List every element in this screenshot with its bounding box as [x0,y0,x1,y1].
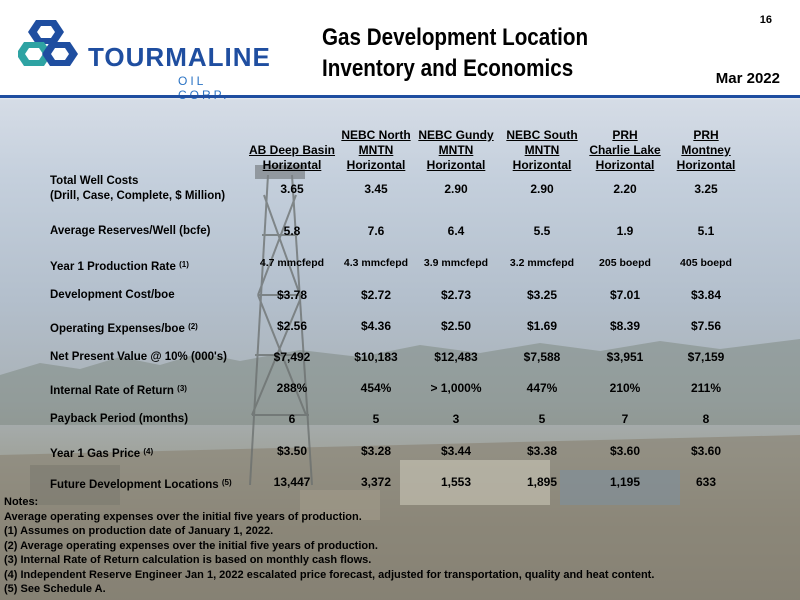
footnote-marker: (1) [179,260,189,269]
row-label [50,257,189,275]
column-header-line: Horizontal [676,158,736,172]
table-cell: 211% [690,381,722,395]
table-cell: 2.90 [530,182,554,196]
table-cell: $1.69 [526,319,558,333]
table-cell: $3.25 [526,288,558,302]
table-cell: 405 boepd [680,257,732,269]
column-header-line: Horizontal [512,158,572,172]
table-cell: 4.3 mmcfepd [343,257,409,269]
row-label-subtext: (Drill, Case, Complete, $ Million) [50,190,226,202]
footnote-marker: (5) [221,478,232,487]
logo-wordmark: TOURMALINE [88,42,271,72]
column-header [331,128,421,173]
notes-line: Notes: [4,496,39,508]
row-label-text: Year 1 Production Rate [50,261,176,273]
row-label-text: Average Reserves/Well (bcfe) [50,225,211,237]
table-cell: 210% [609,381,641,395]
table-cell: $3,951 [606,350,644,364]
table-cell: 2.90 [444,182,468,196]
table-cell: 8 [702,412,710,426]
column-header-line: AB Deep Basin [248,143,336,157]
table-cell: 3.2 mmcfepd [509,257,575,269]
table-cell: 3.45 [364,182,388,196]
row-label-text: Operating Expenses/boe [50,323,185,335]
table-cell: $2.73 [440,288,472,302]
column-header-line: MNTN [358,143,394,157]
column-header-line: Charlie Lake [589,143,661,157]
table-cell: 7 [621,412,629,426]
row-label [50,174,225,204]
table-cell: $3.44 [440,444,472,458]
column-header-line: NEBC South [506,128,578,142]
row-label-text: Total Well Costs [50,175,139,187]
table-cell: 5 [538,412,546,426]
footnote-marker: (3) [177,384,187,393]
table-cell: 5.8 [283,224,301,238]
notes-line: (1) Assumes on production date of January 1, 2022. [4,525,274,537]
table-cell: 6 [288,412,296,426]
table-cell: $3.84 [690,288,722,302]
row-label [50,444,153,462]
table-cell: 3.65 [280,182,304,196]
table-cell: 5 [372,412,380,426]
row-label-text: Year 1 Gas Price [50,448,141,460]
column-header-line: Montney [681,143,731,157]
table-cell: 3.9 mmcfepd [423,257,489,269]
row-label-text: Internal Rate of Return [50,385,174,397]
row-label [50,350,227,365]
table-cell: $7,492 [273,350,311,364]
row-label [50,224,210,239]
table-cell: $8.39 [609,319,641,333]
column-header-line: MNTN [524,143,560,157]
row-label-text: Payback Period (months) [50,413,189,425]
column-header-line: Horizontal [595,158,655,172]
company-logo [18,14,271,88]
column-header [497,128,587,173]
table-cell: $7.56 [690,319,722,333]
title-line-1: Gas Development Location [322,24,589,51]
table-cell: 1.9 [616,224,634,238]
table-cell: 288% [276,381,308,395]
row-label [50,319,198,337]
row-label [50,412,188,427]
notes-line: (5) See Schedule A. [4,583,106,595]
table-cell: $2.50 [440,319,472,333]
header-divider [0,95,800,98]
column-header-line: Horizontal [262,158,322,172]
table-cell: 1,195 [609,475,641,489]
page-number: 16 [759,14,772,26]
row-label-text: Net Present Value @ 10% (000's) [50,351,227,363]
page-title [322,22,588,84]
table-cell: $2.56 [276,319,308,333]
table-cell: $7,588 [523,350,561,364]
table-cell: 7.6 [367,224,385,238]
logo-subtitle: OIL [178,74,206,88]
column-header [580,128,670,173]
column-header [247,143,337,173]
table-cell: $3.28 [360,444,392,458]
table-cell: 3.25 [694,182,718,196]
column-header [411,128,501,173]
table-cell: $3.60 [690,444,722,458]
notes-section [4,495,654,597]
table-cell: 633 [695,475,717,489]
notes-line: Average operating expenses over the initial five years of production. [4,510,362,523]
row-label-text: Development Cost/boe [50,289,175,301]
column-header [661,128,751,173]
title-line-2: Inventory and Economics [322,55,574,82]
table-cell: 454% [360,381,392,395]
notes-line: (4) Independent Reserve Engineer Jan 1, 2022 escalated price forecast, adjusted for transportation, quality and heat content. [4,568,655,581]
table-cell: $7,159 [687,350,725,364]
column-header-line: NEBC North [341,128,411,142]
notes-line: (2) Average operating expenses over the initial five years of production. [4,539,378,552]
table-cell: $3.50 [276,444,308,458]
column-header-line: PRH [693,128,719,142]
table-cell: 6.4 [447,224,465,238]
column-header-line: NEBC Gundy [418,128,494,142]
column-header-line: Horizontal [426,158,486,172]
table-cell: $2.72 [360,288,392,302]
table-cell: $4.36 [360,319,392,333]
notes-line: (3) Internal Rate of Return calculation is based on monthly cash flows. [4,554,372,566]
table-cell: $3.60 [609,444,641,458]
footnote-marker: (2) [188,322,198,331]
table-cell: $12,483 [434,350,478,364]
table-cell: $3.78 [276,288,308,302]
table-cell: 5.1 [697,224,715,238]
column-header-line: PRH [612,128,638,142]
column-header-line: Horizontal [346,158,406,172]
header [0,0,800,97]
table-cell: 3,372 [360,475,392,489]
table-cell: 447% [526,381,558,395]
table-cell: 1,553 [440,475,472,489]
table-cell: $10,183 [354,350,398,364]
table-cell: 3 [452,412,460,426]
row-label-text: Future Development Locations [50,479,219,491]
table-cell: 1,895 [526,475,558,489]
row-label [50,288,175,303]
table-cell: $7.01 [609,288,641,302]
hexagon-logo-icon [18,14,88,74]
row-label [50,475,232,493]
row-label [50,381,187,399]
table-cell: 205 boepd [599,257,651,269]
table-cell: 4.7 mmcfepd [259,257,325,269]
column-header-line: MNTN [438,143,474,157]
table-cell: 2.20 [613,182,637,196]
date-label: Mar 2022 [715,70,780,87]
table-cell: > 1,000% [430,381,482,395]
table-cell: $3.38 [526,444,558,458]
table-cell: 13,447 [273,475,311,489]
footnote-marker: (4) [143,447,154,456]
table-cell: 5.5 [533,224,551,238]
